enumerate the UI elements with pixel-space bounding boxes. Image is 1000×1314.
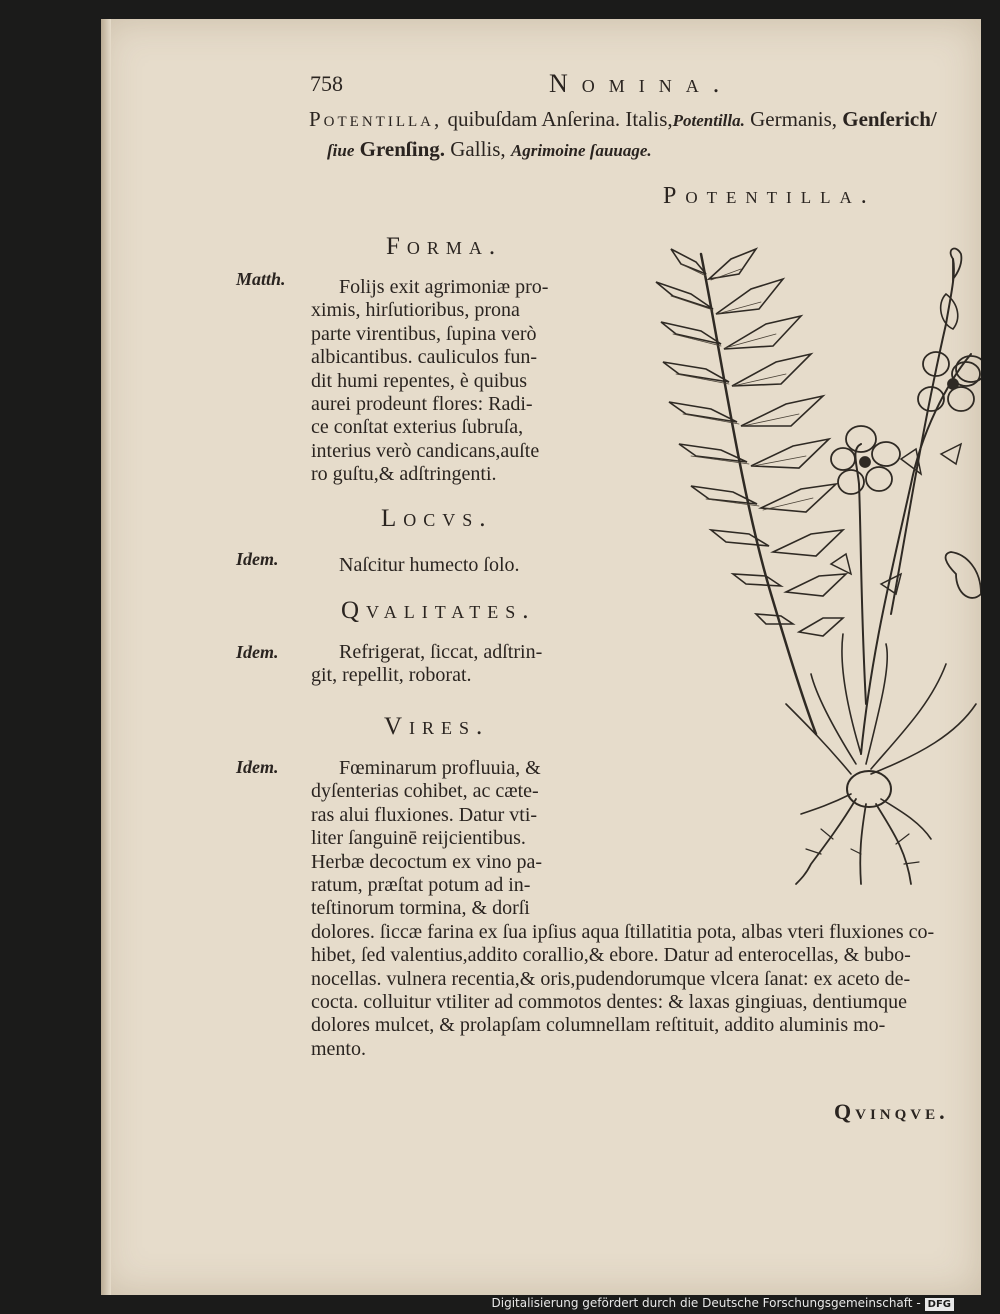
catchword: Qvinqve. [834, 1099, 949, 1124]
intro-italian-name: Potentilla. [672, 111, 745, 130]
paragraph-vires: Fœminarum profluuia, & dyſenterias cohibet, ac cæte- ras alui fluxiones. Datur vti- liter ſanguinē reijcientibus. Herbæ decoctum ex vino pa- ratum, præſtat potum ad in- teſtinorum tormina, & dorſi dolores. ſiccæ farina ex ſua ipſius aqua ſtillatitia pota, albas vteri fluxiones co- hibet, ſed valentius,addito corallio,& ebore. Datur ad enterocellas, & bubo- nocellas. vulnera recentia,& oris,pudendorumque vlcera ſanat: ex aceto de- cocta. colluitur vtiliter ad commotos dentes: & laxas gingiuas, dentiumque dolores mulcet, & prolapſam columnellam reſtituit, addito aluminis mo- mento. [311, 757, 935, 1060]
margin-note-forma: Matth. [236, 269, 286, 289]
page-number: 758 [310, 71, 343, 96]
margin-note-qualitates: Idem. [236, 642, 279, 662]
footer-text: Digitalisierung gefördert durch die Deutsche Forschungsgemeinschaft - [491, 1296, 921, 1310]
intro-line-2: ſiue Grenſing. Gallis, Agrimoine ſauuage. [327, 137, 652, 161]
intro-line-1: Potentilla, quibuſdam Anſerina. Italis,Potentilla. Germanis, Genſerich/ [309, 107, 937, 131]
book-page [101, 19, 981, 1295]
paragraph-forma: Folijs exit agrimoniæ pro- ximis, hirſutioribus, prona parte virentibus, ſupina verò albicantibus. cauliculos fun- dit humi repentes, è quibus aurei prodeunt flores: Radi- ce conſtat exterius ſubruſa, interius verò candicans,auſte ro guſtu,& adſtringenti. [311, 276, 549, 486]
margin-note-locus: Idem. [236, 549, 279, 569]
section-heading-vires: Vires. [384, 713, 490, 740]
intro-german-name: Genſerich/ [842, 107, 937, 131]
page-edge-shadow [101, 19, 111, 1295]
section-heading-qualitates: Qvalitates. [341, 597, 536, 624]
section-heading-forma: Forma. [386, 233, 503, 260]
intro-french-name: Agrimoine ſauuage. [510, 141, 652, 160]
paragraph-qualitates: Refrigerat, ſiccat, adſtrin- git, repellit, roborat. [311, 641, 543, 687]
margin-note-vires: Idem. [236, 757, 279, 777]
illustration-caption: Potentilla. [663, 183, 876, 209]
section-heading-locus: Locvs. [381, 505, 493, 532]
intro-plant-name: Potentilla, [309, 107, 443, 131]
dfg-logo: DFG [925, 1298, 954, 1311]
potentilla-woodcut-illustration [561, 234, 981, 909]
intro-names [309, 105, 937, 165]
paragraph-locus: Naſcitur humecto ſolo. [339, 554, 520, 576]
running-head: Nomina. [549, 69, 734, 98]
digitization-footer [492, 1296, 955, 1311]
